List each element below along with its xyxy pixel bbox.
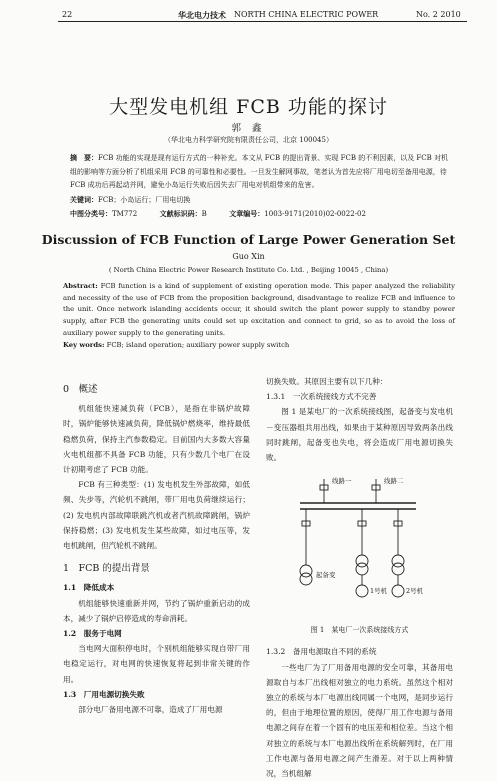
paper-title-en: Discussion of FCB Function of Large Power Generation Set bbox=[41, 232, 456, 247]
paragraph-wiring: 图 1 是某电厂的一次系统接线图，起备变与发电机－变压器组共用出线，如果由于某种原因导致两条出线同时跳闸，起备变也失电，将会造成厂用电源切换失败。 bbox=[266, 407, 453, 463]
subsection-heading-grid: 1.2 服务于电网 bbox=[63, 629, 122, 639]
label-unit-2: 2号机 bbox=[406, 587, 424, 596]
paragraph-grid: 当电网大面积停电时，个别机组能够实现自带厂用电稳定运行，对电网的快速恢复将起到非常关键的作用。 bbox=[63, 644, 250, 684]
keywords-cn-label: 关键词： bbox=[70, 194, 98, 204]
subsection-heading-cost: 1.1 降低成本 bbox=[63, 583, 115, 593]
abstract-cn-block bbox=[70, 151, 450, 222]
abstract-en-block bbox=[63, 281, 455, 351]
author-cn: 郭 鑫 bbox=[231, 123, 266, 134]
subsection-heading-wiring: 1.3.1 一次系统接线方式不完善 bbox=[266, 392, 377, 402]
subsection-heading-independent-source: 1.3.2 备用电源取自不同的系统 bbox=[266, 647, 377, 657]
abstract-en-label: Abstract: bbox=[63, 282, 98, 290]
abstract-cn-text: FCB 功能的实现是现有运行方式的一种补充。本文从 FCB 的提出背景、实现 FCB 的不利因素，以及 FCB 对机组的影响等方面分析了机组采用 FCB 的可靠性和必要性。一旦发生解网事故，笔者认为首先应将厂用电切至备用电源，待 FCB 成功后再起动并网，避免小岛运行失败后因失去厂用电对机组带来的危害。 bbox=[70, 154, 449, 189]
label-standby-transformer: 起备变 bbox=[316, 571, 336, 580]
journal-name-en: NORTH CHINA ELECTRIC POWER bbox=[234, 10, 379, 19]
label-line-2: 线路二 bbox=[384, 477, 404, 486]
page-number: 22 bbox=[62, 10, 73, 19]
paragraph-cost: 机组能够快速重新并网，节约了锅炉重新启动的成本，减少了锅炉启停造成的寿命消耗。 bbox=[63, 598, 250, 623]
header-rule bbox=[58, 21, 467, 22]
article-id-value: 1003-9171(2010)02-0022-02 bbox=[264, 210, 366, 218]
label-unit-1: 1号机 bbox=[370, 587, 388, 596]
affiliation-en: ( North China Electric Power Research Institute Co. Ltd. , Beijing 10045 , China) bbox=[108, 266, 389, 274]
paragraph-fcb-definition: 机组能快速减负荷（FCB），是指在非锅炉故障时，锅炉能够快速减负荷，降低锅炉燃烧率，维持最低稳燃负荷，保持主汽参数稳定。目前国内大多数大容量火电机组都不具备 FCB 功能，只有少数几个电厂在设计初期考虑了 FCB 功能。 bbox=[63, 404, 250, 475]
section-heading-background: 1 FCB 的提出背景 bbox=[63, 563, 150, 575]
label-line-1: 线路一 bbox=[332, 477, 352, 486]
classification-line bbox=[70, 207, 450, 222]
keywords-cn bbox=[70, 193, 450, 208]
abstract-cn-label: 摘 要： bbox=[70, 153, 98, 162]
keywords-en-label: Key words: bbox=[63, 340, 105, 349]
figure-wiring-diagram bbox=[266, 469, 453, 619]
journal-name-cn: 华北电力技术 bbox=[178, 10, 226, 20]
keywords-en bbox=[63, 340, 455, 352]
body-column-left bbox=[63, 374, 250, 717]
paragraph-independent-source: 一些电厂为了厂用备用电源的安全可靠，其备用电源取自与本厂出线相对独立的电力系统。虽然这个相对独立的系统与本厂电源出线同属一个电网，是同步运行的，但由于地理位置的原因，使得厂用工作电源与备用电源之间存在着一个固有的电压差和相位差。当这个相对独立的系统与本厂电源出线所在系统解列时，在厂用工作电源与备用电源之间产生滑差。对于以上两种情况，当机组解 bbox=[266, 662, 453, 779]
doc-code-value: B bbox=[201, 210, 207, 218]
paragraph-continued: 切换失败。其原因主要有以下几种： bbox=[266, 377, 388, 386]
doc-code-label: 文献标识码： bbox=[159, 209, 202, 218]
figure-caption: 图 1 某电厂一次系统接线方式 bbox=[310, 626, 409, 635]
section-heading-overview: 0 概述 bbox=[63, 384, 98, 395]
article-id-label: 文章编号： bbox=[229, 209, 265, 218]
clc-value: TM772 bbox=[112, 210, 138, 218]
abstract-en-text: FCB function is a kind of supplement of existing operation mode. This paper analyzed the reliability and necessity of the use of FCB from the proposition background, disadvantage to realize FCB and influence to the unit. Once network islanding accidents occur, it should switch the plant power supply to standby power supply, after FCB the generating units could set up excitation and connect to grid, so as to avoid the loss of auxiliary power supply to the generating units. bbox=[63, 282, 455, 337]
clc-label: 中图分类号： bbox=[70, 209, 112, 218]
issue-number: No. 2 2010 bbox=[416, 10, 461, 19]
author-en: Guo Xin bbox=[232, 252, 265, 261]
paper-title-cn: 大型发电机组 FCB 功能的探讨 bbox=[109, 96, 388, 118]
paragraph-switch-failure: 部分电厂备用电源不可靠，造成了厂用电源 bbox=[78, 705, 223, 715]
keywords-en-text: FCB; island operation; auxiliary power supply switch bbox=[106, 340, 290, 349]
paragraph-fcb-types: FCB 有三种类型：(1) 发电机发生外部故障，如低频、失步等，汽轮机不跳闸，带厂用电负荷继续运行；(2) 发电机内部故障联跳汽机或者汽机故障跳闸，锅炉保持稳燃；(3) 发电机发生某些故障，如过电压等，发电机跳闸，但汽轮机不跳闸。 bbox=[63, 480, 250, 551]
abstract-en bbox=[63, 281, 455, 340]
abstract-cn bbox=[70, 151, 450, 193]
running-header bbox=[0, 0, 497, 22]
body-column-right bbox=[266, 374, 453, 781]
subsection-heading-switch-failure: 1.3 厂用电源切换失败 bbox=[63, 689, 145, 699]
keywords-cn-text: FCB；小岛运行；厂用电切换 bbox=[98, 195, 191, 204]
affiliation-cn: （华北电力科学研究院有限责任公司，北京 100045） bbox=[164, 136, 333, 144]
wiring-diagram-svg bbox=[266, 469, 453, 619]
